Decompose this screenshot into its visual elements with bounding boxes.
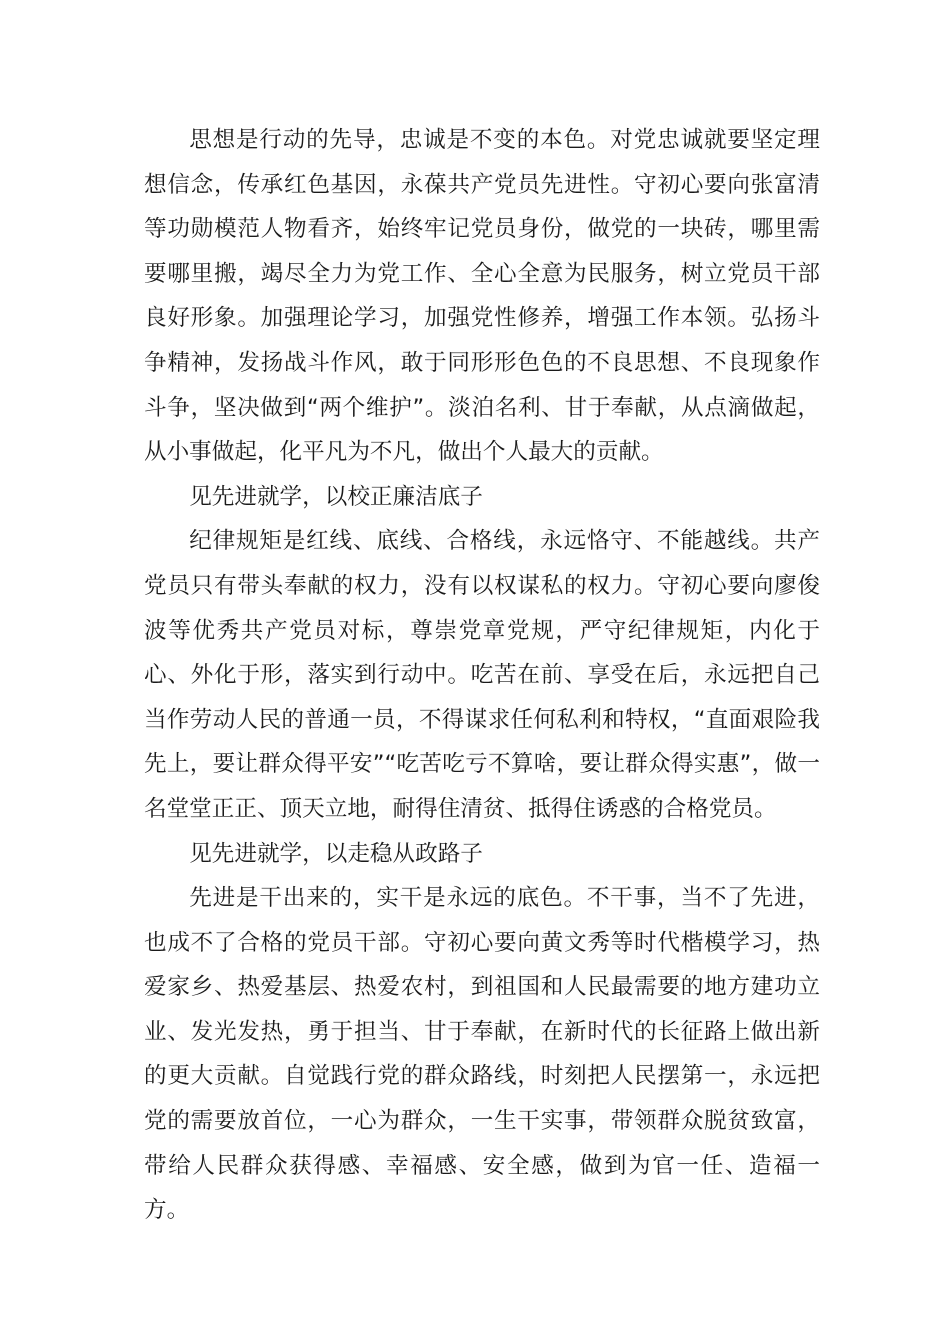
body-paragraph: 思想是行动的先导，忠诚是不变的本色。对党忠诚就要坚定理想信念，传承红色基因，永葆共产党员先进性。守初心要向张富清等功勋模范人物看齐，始终牢记党员身份，做党的一块砖，哪里需要哪里搬，竭尽全力为党工作、全心全意为民服务，树立党员干部良好形象。加强理论学习，加强党性修养，增强工作本领。弘扬斗争精神，发扬战斗作风，敢于同形形色色的不良思想、不良现象作斗争，坚决做到“两个维护”。淡泊名利、甘于奉献，从点滴做起，从小事做起，化平凡为不凡，做出个人最大的贡献。 bbox=[144, 127, 820, 466]
body-paragraph: 先进是干出来的，实干是永远的底色。不干事，当不了先进，也成不了合格的党员干部。守初心要向黄文秀等时代楷模学习，热爱家乡、热爱基层、热爱农村，到祖国和人民最需要的地方建功立业、发光发热，勇于担当、甘于奉献，在新时代的长征路上做出新的更大贡献。自觉践行党的群众路线，时刻把人民摆第一，永远把党的需要放首位，一心为群众，一生干实事，带领群众脱贫致富，带给人民群众获得感、幸福感、安全感，做到为官一任、造福一方。 bbox=[144, 885, 820, 1224]
section-heading: 见先进就学，以校正廉洁底子 bbox=[189, 483, 483, 510]
document-page bbox=[144, 118, 820, 1233]
body-paragraph: 纪律规矩是红线、底线、合格线，永远恪守、不能越线。共产党员只有带头奉献的权力，没有以权谋私的权力。守初心要向廖俊波等优秀共产党员对标，尊崇党章党规，严守纪律规矩，内化于心、外化于形，落实到行动中。吃苦在前、享受在后，永远把自己当作劳动人民的普通一员，不得谋求任何私利和特权，“直面艰险我先上，要让群众得平安”“吃苦吃亏不算啥，要让群众得实惠”，做一名堂堂正正、顶天立地，耐得住清贫、抵得住诱惑的合格党员。 bbox=[144, 528, 820, 822]
section-heading: 见先进就学，以走稳从政路子 bbox=[189, 840, 483, 867]
